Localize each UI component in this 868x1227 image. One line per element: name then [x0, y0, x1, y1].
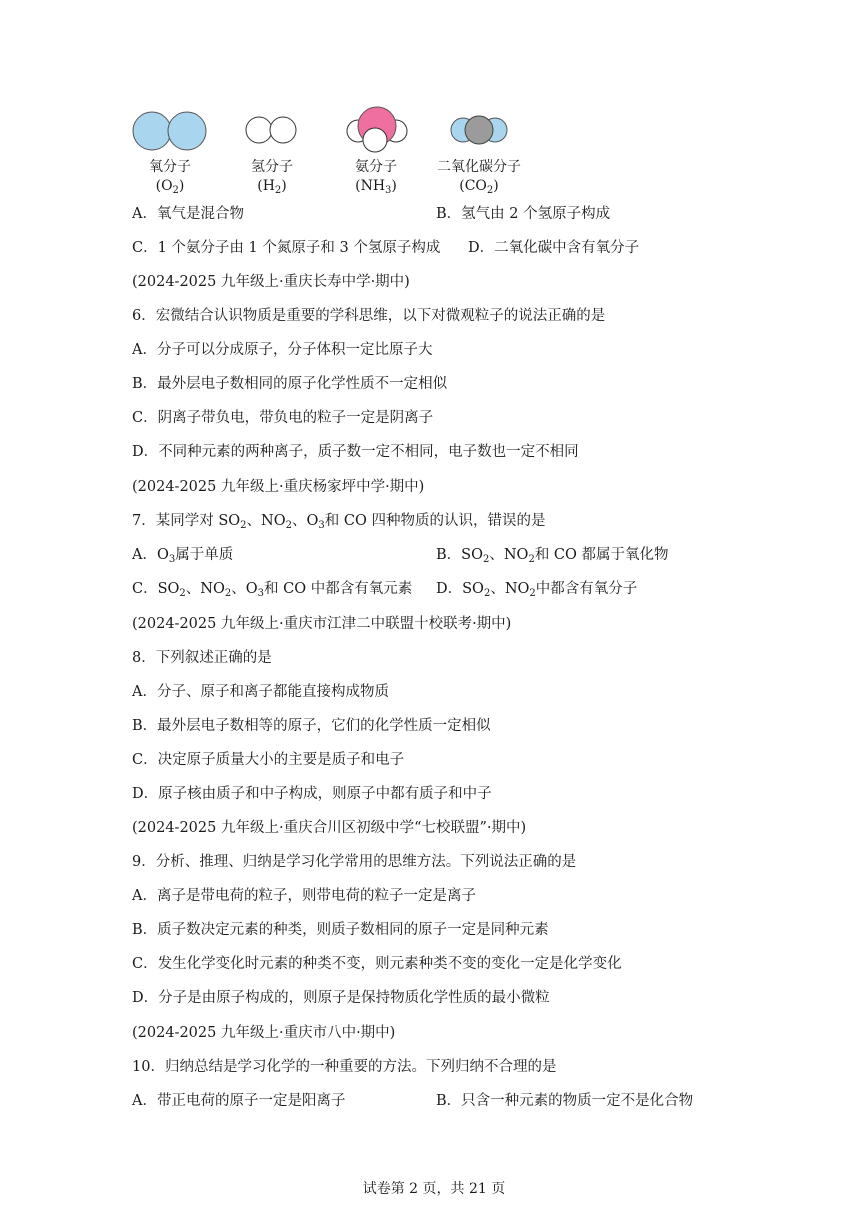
q7-option-d[interactable]: D．$SO_2$、$NO_2$中都含有氧分子 [436, 581, 638, 599]
molecule-name: 氢分子 [251, 159, 293, 175]
molecule-formula: $(O_2)$ [155, 178, 185, 196]
q8-option-d[interactable]: D．原子核由质子和中子构成，则原子中都有质子和中子 [132, 786, 492, 802]
q5-option-c[interactable]: C．1 个氨分子由 1 个氮原子和 3 个氢原子构成 [132, 240, 441, 256]
q10-option-a[interactable]: A．带正电荷的原子一定是阳离子 [132, 1093, 346, 1109]
q6-option-c[interactable]: C．阴离子带负电，带负电的粒子一定是阴离子 [132, 410, 434, 426]
q8-source: (2024-2025 九年级上·重庆市江津二中联盟十校联考·期中) [132, 616, 512, 632]
q9-source: (2024-2025 九年级上·重庆合川区初级中学“七校联盟”·期中) [132, 820, 527, 836]
q10-source: (2024-2025 九年级上·重庆市八中·期中) [132, 1025, 396, 1041]
molecule-label-oxygen [130, 158, 210, 200]
q8-option-b[interactable]: B．最外层电子数相等的原子，它们的化学性质一定相似 [132, 718, 491, 734]
q9-option-a[interactable]: A．离子是带电荷的粒子，则带电荷的粒子一定是离子 [132, 888, 476, 904]
q10-option-b[interactable]: B．只含一种元素的物质一定不是化合物 [436, 1093, 694, 1109]
ammonia-molecule-figure [344, 104, 410, 156]
q6-stem: 6．宏微结合认识物质是重要的学科思维，以下对微观粒子的说法正确的是 [132, 308, 606, 324]
q9-option-b[interactable]: B．质子数决定元素的种类，则质子数相同的原子一定是同种元素 [132, 922, 549, 938]
molecule-label-ammonia [336, 158, 416, 200]
molecule-formula: $(H_2)$ [257, 178, 287, 196]
q6-option-d[interactable]: D．不同种元素的两种离子，质子数一定不相同，电子数也一定不相同 [132, 444, 579, 460]
q9-option-c[interactable]: C．发生化学变化时元素的种类不变，则元素种类不变的变化一定是化学变化 [132, 956, 622, 972]
molecule-name: 二氧化碳分子 [437, 159, 521, 175]
q10-stem: 10．归纳总结是学习化学的一种重要的方法。下列归纳不合理的是 [132, 1059, 557, 1075]
molecule-label-carbon-dioxide [424, 158, 534, 200]
hydrogen-atom-right [270, 117, 296, 143]
oxygen-atom-left [133, 112, 171, 150]
hydrogen-molecule-figure [243, 114, 301, 148]
oxygen-molecule-figure [130, 110, 210, 154]
q5-option-d[interactable]: D．二氧化碳中含有氧分子 [468, 240, 640, 256]
hydrogen-atom-front [363, 128, 387, 152]
molecule-formula: $(NH_3)$ [355, 178, 397, 196]
carbon-atom [465, 116, 493, 144]
q7-source: (2024-2025 九年级上·重庆杨家坪中学·期中) [132, 479, 425, 495]
q8-stem: 8．下列叙述正确的是 [132, 650, 272, 666]
q6-option-a[interactable]: A．分子可以分成原子，分子体积一定比原子大 [132, 342, 433, 358]
q7-option-a[interactable]: A．$O_3$属于单质 [132, 547, 234, 565]
q9-stem: 9．分析、推理、归纳是学习化学常用的思维方法。下列说法正确的是 [132, 854, 577, 870]
q9-option-d[interactable]: D．分子是由原子构成的，则原子是保持物质化学性质的最小微粒 [132, 990, 550, 1006]
hydrogen-atom-left [246, 117, 272, 143]
q6-option-b[interactable]: B．最外层电子数相同的原子化学性质不一定相似 [132, 376, 448, 392]
q8-option-a[interactable]: A．分子、原子和离子都能直接构成物质 [132, 684, 389, 700]
page-footer: 试卷第 2 页，共 21 页 [362, 1181, 506, 1197]
q7-option-b[interactable]: B．$SO_2$、$NO_2$和 CO 都属于氧化物 [436, 547, 669, 565]
q6-source: (2024-2025 九年级上·重庆长寿中学·期中) [132, 274, 410, 290]
molecule-formula: $(CO_2)$ [459, 178, 499, 196]
carbon-dioxide-molecule-figure [448, 114, 512, 148]
molecule-label-hydrogen [232, 158, 312, 200]
molecule-name: 氨分子 [355, 159, 397, 175]
q5-option-a[interactable]: A．氧气是混合物 [132, 206, 244, 222]
q5-option-b[interactable]: B．氢气由 2 个氢原子构成 [436, 206, 611, 222]
q7-stem: 7．某同学对 $SO_2$、$NO_2$、$O_3$和 CO 四种物质的认识，错误的是 [132, 513, 546, 531]
molecule-name: 氧分子 [149, 159, 191, 175]
oxygen-atom-right [168, 112, 206, 150]
q7-option-c[interactable]: C．$SO_2$、$NO_2$、$O_3$和 CO 中都含有氧元素 [132, 581, 413, 599]
q8-option-c[interactable]: C．决定原子质量大小的主要是质子和电子 [132, 752, 405, 768]
